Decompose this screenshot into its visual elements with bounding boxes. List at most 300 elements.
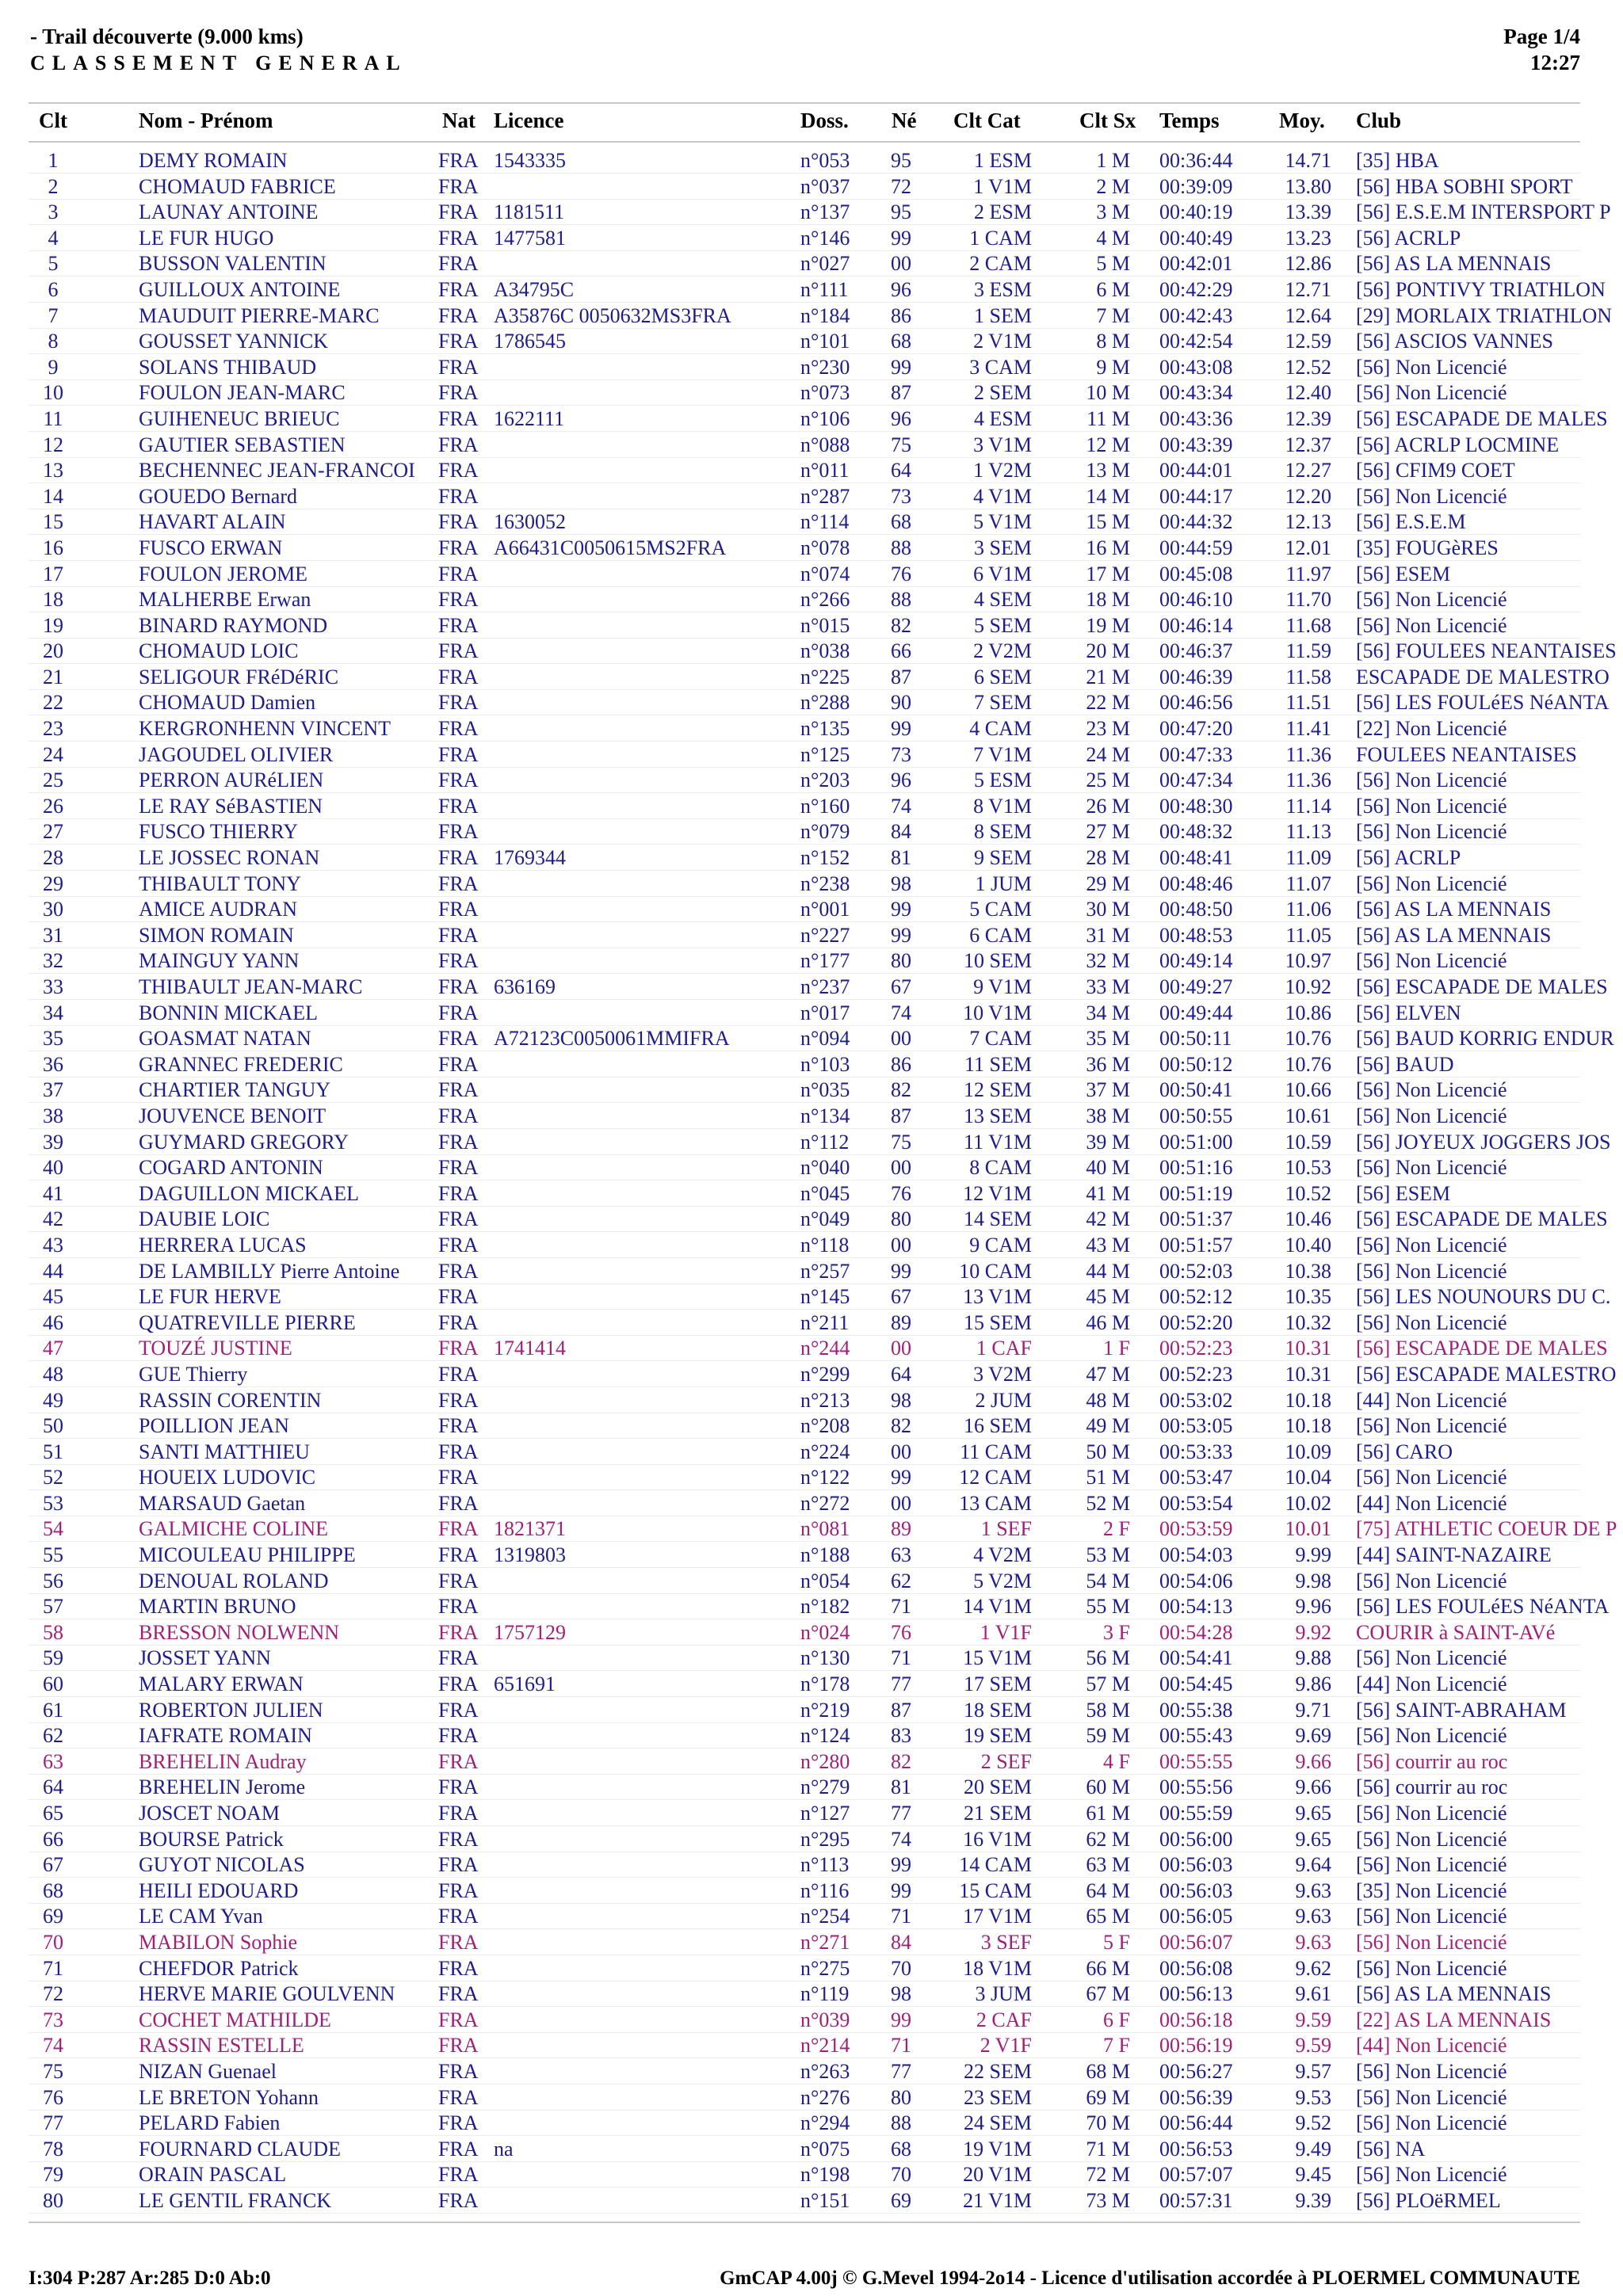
bib-cell: n°135 <box>800 717 850 741</box>
birth-year-cell: 90 <box>891 691 911 715</box>
sex-rank-cell: 20 M <box>1086 639 1130 663</box>
nat-cell: FRA <box>438 1078 479 1102</box>
table-row <box>0 587 1623 613</box>
birth-year-cell: 76 <box>891 562 911 585</box>
column-header-divider <box>29 141 1580 143</box>
licence-cell: 636169 <box>494 975 556 998</box>
licence-cell: 1543335 <box>494 149 566 172</box>
club-cell: [56] Non Licencié <box>1356 2111 1507 2135</box>
speed-cell: 9.69 <box>1295 1724 1331 1748</box>
category-rank-cell: 19 SEM <box>964 1724 1032 1748</box>
category-rank-cell: 4 ESM <box>974 406 1032 430</box>
time-cell: 00:51:37 <box>1159 1207 1233 1231</box>
category-rank-cell: 1 V1M <box>973 174 1032 198</box>
time-cell: 00:55:43 <box>1159 1724 1233 1748</box>
rank-cell: 49 <box>43 1388 63 1412</box>
table-row <box>0 871 1623 898</box>
table-row <box>0 1310 1623 1337</box>
rank-cell: 21 <box>43 665 63 688</box>
nat-cell: FRA <box>438 1878 479 1902</box>
nat-cell: FRA <box>438 2137 479 2161</box>
club-cell: [56] Non Licencié <box>1356 1233 1507 1257</box>
sex-rank-cell: 22 M <box>1086 691 1130 715</box>
bib-cell: n°151 <box>800 2188 850 2212</box>
name-cell: BREHELIN Audray <box>139 1749 307 1773</box>
table-row <box>0 819 1623 845</box>
speed-cell: 10.18 <box>1285 1414 1331 1438</box>
sex-rank-cell: 2 M <box>1096 174 1130 198</box>
page-number: Page 1/4 <box>1503 25 1580 48</box>
nat-cell: FRA <box>438 1027 479 1051</box>
name-cell: THIBAULT TONY <box>139 871 301 895</box>
birth-year-cell: 84 <box>891 820 911 844</box>
time-cell: 00:52:12 <box>1159 1285 1233 1309</box>
birth-year-cell: 74 <box>891 794 911 818</box>
club-cell: [56] Non Licencié <box>1356 1724 1507 1748</box>
category-rank-cell: 3 ESM <box>974 277 1032 301</box>
sex-rank-cell: 9 M <box>1096 355 1130 379</box>
table-row <box>0 1104 1623 1130</box>
birth-year-cell: 63 <box>891 1543 911 1567</box>
name-cell: SIMON ROMAIN <box>139 923 294 947</box>
category-rank-cell: 22 SEM <box>964 2059 1032 2083</box>
time-cell: 00:56:18 <box>1159 2008 1233 2031</box>
sex-rank-cell: 35 M <box>1086 1027 1130 1051</box>
sex-rank-cell: 1 F <box>1103 1337 1130 1360</box>
nat-cell: FRA <box>438 226 479 250</box>
licence-cell: 1477581 <box>494 226 566 250</box>
nat-cell: FRA <box>438 2008 479 2031</box>
bib-cell: n°227 <box>800 923 850 947</box>
birth-year-cell: 73 <box>891 484 911 508</box>
rank-cell: 14 <box>43 484 63 508</box>
nat-cell: FRA <box>438 769 479 792</box>
nat-cell: FRA <box>438 1233 479 1257</box>
time-cell: 00:56:00 <box>1159 1827 1233 1851</box>
birth-year-cell: 69 <box>891 2188 911 2212</box>
nat-cell: FRA <box>438 381 479 405</box>
rank-cell: 40 <box>43 1156 63 1180</box>
name-cell: CHOMAUD Damien <box>139 691 316 715</box>
table-row <box>0 1878 1623 1905</box>
time-cell: 00:55:38 <box>1159 1698 1233 1722</box>
sex-rank-cell: 54 M <box>1086 1569 1130 1592</box>
col-header-ne: Né <box>892 109 917 132</box>
birth-year-cell: 99 <box>891 1878 911 1902</box>
birth-year-cell: 67 <box>891 1285 911 1309</box>
rank-cell: 3 <box>48 200 59 224</box>
club-cell: [56] Non Licencié <box>1356 949 1507 973</box>
rank-cell: 34 <box>43 1001 63 1024</box>
speed-cell: 10.32 <box>1285 1310 1331 1334</box>
birth-year-cell: 80 <box>891 949 911 973</box>
club-cell: [56] Non Licencié <box>1356 355 1507 379</box>
table-row <box>0 613 1623 639</box>
rank-cell: 27 <box>43 820 63 844</box>
nat-cell: FRA <box>438 1930 479 1954</box>
club-cell: [56] E.S.E.M INTERSPORT P <box>1356 200 1611 224</box>
col-header-temps: Temps <box>1159 109 1220 132</box>
nat-cell: FRA <box>438 1491 479 1515</box>
category-rank-cell: 8 CAM <box>969 1156 1032 1180</box>
rank-cell: 62 <box>43 1724 63 1748</box>
category-rank-cell: 3 SEM <box>974 536 1032 559</box>
speed-cell: 9.99 <box>1295 1543 1331 1567</box>
birth-year-cell: 81 <box>891 846 911 870</box>
sex-rank-cell: 2 F <box>1103 1517 1130 1541</box>
category-rank-cell: 2 V1F <box>980 2034 1032 2058</box>
name-cell: GOUSSET YANNICK <box>139 330 329 353</box>
rank-cell: 71 <box>43 1956 63 1980</box>
table-row <box>0 355 1623 381</box>
category-rank-cell: 2 SEF <box>980 1749 1032 1773</box>
name-cell: LE RAY SéBASTIEN <box>139 794 323 818</box>
nat-cell: FRA <box>438 2059 479 2083</box>
sex-rank-cell: 26 M <box>1086 794 1130 818</box>
birth-year-cell: 86 <box>891 1052 911 1076</box>
bib-cell: n°188 <box>800 1543 850 1567</box>
table-row <box>0 1440 1623 1466</box>
bib-cell: n°015 <box>800 613 850 637</box>
table-row <box>0 148 1623 174</box>
club-cell: [56] Non Licencié <box>1356 1104 1507 1127</box>
nat-cell: FRA <box>438 1310 479 1334</box>
time-cell: 00:53:59 <box>1159 1517 1233 1541</box>
name-cell: PELARD Fabien <box>139 2111 281 2135</box>
club-cell: [56] Non Licencié <box>1356 613 1507 637</box>
bib-cell: n°088 <box>800 433 850 456</box>
table-row <box>0 665 1623 691</box>
nat-cell: FRA <box>438 1569 479 1592</box>
bib-cell: n°152 <box>800 846 850 870</box>
table-row <box>0 484 1623 510</box>
bib-cell: n°287 <box>800 484 850 508</box>
birth-year-cell: 64 <box>891 459 911 482</box>
licence-cell: 1319803 <box>494 1543 566 1567</box>
speed-cell: 12.27 <box>1285 459 1331 482</box>
rank-cell: 30 <box>43 898 63 921</box>
speed-cell: 12.71 <box>1285 277 1331 301</box>
name-cell: LE JOSSEC RONAN <box>139 846 320 870</box>
speed-cell: 10.52 <box>1285 1181 1331 1205</box>
bib-cell: n°040 <box>800 1156 850 1180</box>
birth-year-cell: 82 <box>891 1414 911 1438</box>
sex-rank-cell: 52 M <box>1086 1491 1130 1515</box>
footer-credit: GmCAP 4.00j © G.Mevel 1994-2o14 - Licence d'utilisation accordée à PLOERMEL COMMUNAUTE <box>720 2267 1580 2289</box>
time-cell: 00:50:11 <box>1159 1027 1232 1051</box>
category-rank-cell: 1 ESM <box>974 149 1032 172</box>
birth-year-cell: 00 <box>891 1440 911 1463</box>
rank-cell: 69 <box>43 1905 63 1928</box>
nat-cell: FRA <box>438 742 479 766</box>
bib-cell: n°275 <box>800 1956 850 1980</box>
name-cell: FUSCO ERWAN <box>139 536 283 559</box>
birth-year-cell: 77 <box>891 1672 911 1696</box>
time-cell: 00:54:06 <box>1159 1569 1233 1592</box>
table-row <box>0 1594 1623 1620</box>
nat-cell: FRA <box>438 2034 479 2058</box>
category-rank-cell: 9 SEM <box>974 846 1032 870</box>
table-row <box>0 1284 1623 1310</box>
speed-cell: 14.71 <box>1285 149 1331 172</box>
rank-cell: 60 <box>43 1672 63 1696</box>
bib-cell: n°101 <box>800 330 850 353</box>
category-rank-cell: 1 CAM <box>969 226 1032 250</box>
table-row <box>0 1465 1623 1491</box>
birth-year-cell: 75 <box>891 1130 911 1154</box>
time-cell: 00:56:03 <box>1159 1878 1233 1902</box>
sex-rank-cell: 8 M <box>1096 330 1130 353</box>
category-rank-cell: 7 SEM <box>974 691 1032 715</box>
name-cell: ORAIN PASCAL <box>139 2163 287 2187</box>
rank-cell: 25 <box>43 769 63 792</box>
speed-cell: 10.92 <box>1285 975 1331 998</box>
time-cell: 00:44:01 <box>1159 459 1233 482</box>
sex-rank-cell: 13 M <box>1086 459 1130 482</box>
name-cell: MABILON Sophie <box>139 1930 298 1954</box>
sex-rank-cell: 64 M <box>1086 1878 1130 1902</box>
time-cell: 00:55:56 <box>1159 1775 1233 1799</box>
name-cell: BINARD RAYMOND <box>139 613 328 637</box>
licence-cell: A34795C <box>494 277 575 301</box>
club-cell: [56] NA <box>1356 2137 1426 2161</box>
name-cell: RASSIN ESTELLE <box>139 2034 304 2058</box>
time-cell: 00:48:50 <box>1159 898 1233 921</box>
bib-cell: n°272 <box>800 1491 850 1515</box>
club-cell: [56] Non Licencié <box>1356 1646 1507 1670</box>
sex-rank-cell: 32 M <box>1086 949 1130 973</box>
nat-cell: FRA <box>438 1104 479 1127</box>
club-cell: [56] ACRLP <box>1356 846 1461 870</box>
name-cell: FOULON JEAN-MARC <box>139 381 346 405</box>
speed-cell: 10.09 <box>1285 1440 1331 1463</box>
speed-cell: 12.20 <box>1285 484 1331 508</box>
name-cell: HERRERA LUCAS <box>139 1233 307 1257</box>
sex-rank-cell: 46 M <box>1086 1310 1130 1334</box>
nat-cell: FRA <box>438 330 479 353</box>
sex-rank-cell: 19 M <box>1086 613 1130 637</box>
bib-cell: n°119 <box>800 1982 850 2006</box>
bib-cell: n°024 <box>800 1620 850 1644</box>
table-row <box>0 690 1623 716</box>
speed-cell: 9.88 <box>1295 1646 1331 1670</box>
table-row <box>0 433 1623 459</box>
nat-cell: FRA <box>438 1724 479 1748</box>
nat-cell: FRA <box>438 484 479 508</box>
birth-year-cell: 72 <box>891 174 911 198</box>
bib-cell: n°295 <box>800 1827 850 1851</box>
club-cell: [56] AS LA MENNAIS <box>1356 1982 1552 2006</box>
club-cell: COURIR à SAINT-AVé <box>1356 1620 1556 1644</box>
time-cell: 00:42:01 <box>1159 252 1233 276</box>
speed-cell: 9.59 <box>1295 2034 1331 2058</box>
time-cell: 00:51:19 <box>1159 1181 1233 1205</box>
rank-cell: 44 <box>43 1259 63 1283</box>
name-cell: DENOUAL ROLAND <box>139 1569 329 1592</box>
birth-year-cell: 88 <box>891 2111 911 2135</box>
category-rank-cell: 10 CAM <box>959 1259 1032 1283</box>
table-row <box>0 509 1623 536</box>
table-row <box>0 974 1623 1001</box>
time-cell: 00:56:05 <box>1159 1905 1233 1928</box>
time-cell: 00:50:12 <box>1159 1052 1233 1076</box>
category-rank-cell: 4 CAM <box>969 717 1032 741</box>
bib-cell: n°094 <box>800 1027 850 1051</box>
rank-cell: 9 <box>48 355 59 379</box>
table-row <box>0 1130 1623 1156</box>
birth-year-cell: 00 <box>891 1491 911 1515</box>
sex-rank-cell: 21 M <box>1086 665 1130 688</box>
speed-cell: 13.23 <box>1285 226 1331 250</box>
time-cell: 00:55:59 <box>1159 1802 1233 1825</box>
sex-rank-cell: 36 M <box>1086 1052 1130 1076</box>
time-cell: 00:50:55 <box>1159 1104 1233 1127</box>
licence-cell: 1622111 <box>494 406 565 430</box>
table-row <box>0 1001 1623 1027</box>
birth-year-cell: 95 <box>891 149 911 172</box>
category-rank-cell: 5 V2M <box>973 1569 1032 1592</box>
category-rank-cell: 20 V1M <box>963 2163 1032 2187</box>
nat-cell: FRA <box>438 1337 479 1360</box>
nat-cell: FRA <box>438 1517 479 1541</box>
birth-year-cell: 71 <box>891 1646 911 1670</box>
results-table <box>0 148 1623 2212</box>
sex-rank-cell: 38 M <box>1086 1104 1130 1127</box>
club-cell: [56] Non Licencié <box>1356 588 1507 612</box>
name-cell: GUYOT NICOLAS <box>139 1853 305 1877</box>
speed-cell: 9.63 <box>1295 1905 1331 1928</box>
time-cell: 00:56:27 <box>1159 2059 1233 2083</box>
sex-rank-cell: 57 M <box>1086 1672 1130 1696</box>
bib-cell: n°130 <box>800 1646 850 1670</box>
sex-rank-cell: 40 M <box>1086 1156 1130 1180</box>
sex-rank-cell: 51 M <box>1086 1466 1130 1489</box>
name-cell: IAFRATE ROMAIN <box>139 1724 312 1748</box>
table-row <box>0 639 1623 665</box>
time-cell: 00:43:36 <box>1159 406 1233 430</box>
sex-rank-cell: 24 M <box>1086 742 1130 766</box>
nat-cell: FRA <box>438 2188 479 2212</box>
sex-rank-cell: 27 M <box>1086 820 1130 844</box>
bib-cell: n°118 <box>800 1233 850 1257</box>
sex-rank-cell: 72 M <box>1086 2163 1130 2187</box>
nat-cell: FRA <box>438 846 479 870</box>
category-rank-cell: 2 SEM <box>974 381 1032 405</box>
bib-cell: n°146 <box>800 226 850 250</box>
club-cell: [56] ESCAPADE DE MALES <box>1356 975 1608 998</box>
speed-cell: 11.09 <box>1285 846 1331 870</box>
rank-cell: 67 <box>43 1853 63 1877</box>
table-row <box>0 226 1623 252</box>
nat-cell: FRA <box>438 871 479 895</box>
rank-cell: 45 <box>43 1285 63 1309</box>
table-row <box>0 1775 1623 1801</box>
time-cell: 00:47:34 <box>1159 769 1233 792</box>
rank-cell: 8 <box>48 330 59 353</box>
sex-rank-cell: 7 M <box>1096 303 1130 327</box>
rank-cell: 33 <box>43 975 63 998</box>
name-cell: JOUVENCE BENOIT <box>139 1104 327 1127</box>
birth-year-cell: 99 <box>891 1466 911 1489</box>
name-cell: BONNIN MICKAEL <box>139 1001 319 1024</box>
rank-cell: 36 <box>43 1052 63 1076</box>
bib-cell: n°177 <box>800 949 850 973</box>
table-row <box>0 1723 1623 1749</box>
time-cell: 00:46:56 <box>1159 691 1233 715</box>
bib-cell: n°213 <box>800 1388 850 1412</box>
club-cell: [44] SAINT-NAZAIRE <box>1356 1543 1552 1567</box>
club-cell: [56] ESCAPADE DE MALES <box>1356 1337 1608 1360</box>
bib-cell: n°074 <box>800 562 850 585</box>
category-rank-cell: 5 V1M <box>973 510 1032 534</box>
club-cell: [56] courrir au roc <box>1356 1775 1508 1799</box>
category-rank-cell: 3 CAM <box>969 355 1032 379</box>
speed-cell: 11.41 <box>1285 717 1331 741</box>
club-cell: [44] Non Licencié <box>1356 2034 1507 2058</box>
club-cell: [56] BAUD KORRIG ENDUR <box>1356 1027 1614 1051</box>
table-row <box>0 2033 1623 2059</box>
table-row <box>0 2137 1623 2163</box>
name-cell: CHOMAUD LOIC <box>139 639 299 663</box>
table-row <box>0 1388 1623 1414</box>
club-cell: [56] Non Licencié <box>1356 1414 1507 1438</box>
birth-year-cell: 77 <box>891 1802 911 1825</box>
name-cell: MAUDUIT PIERRE-MARC <box>139 303 380 327</box>
category-rank-cell: 15 SEM <box>964 1310 1032 1334</box>
bib-cell: n°114 <box>800 510 850 534</box>
category-rank-cell: 15 CAM <box>959 1878 1032 1902</box>
sex-rank-cell: 41 M <box>1086 1181 1130 1205</box>
nat-cell: FRA <box>438 1052 479 1076</box>
club-cell: [44] Non Licencié <box>1356 1672 1507 1696</box>
rank-cell: 42 <box>43 1207 63 1231</box>
time-cell: 00:44:17 <box>1159 484 1233 508</box>
nat-cell: FRA <box>438 898 479 921</box>
rank-cell: 18 <box>43 588 63 612</box>
bib-cell: n°125 <box>800 742 850 766</box>
birth-year-cell: 98 <box>891 871 911 895</box>
table-row <box>0 380 1623 406</box>
speed-cell: 10.76 <box>1285 1052 1331 1076</box>
bib-cell: n°225 <box>800 665 850 688</box>
time-cell: 00:49:27 <box>1159 975 1233 998</box>
time-cell: 00:44:32 <box>1159 510 1233 534</box>
name-cell: MICOULEAU PHILIPPE <box>139 1543 356 1567</box>
sex-rank-cell: 59 M <box>1086 1724 1130 1748</box>
sex-rank-cell: 28 M <box>1086 846 1130 870</box>
time-cell: 00:52:20 <box>1159 1310 1233 1334</box>
rank-cell: 12 <box>43 433 63 456</box>
nat-cell: FRA <box>438 536 479 559</box>
speed-cell: 9.64 <box>1295 1853 1331 1877</box>
footer-divider <box>29 2222 1580 2223</box>
time-cell: 00:39:09 <box>1159 174 1233 198</box>
category-rank-cell: 11 V1M <box>964 1130 1032 1154</box>
speed-cell: 9.39 <box>1295 2188 1331 2212</box>
club-cell: [56] LES FOULéES NéANTA <box>1356 691 1610 715</box>
time-cell: 00:46:10 <box>1159 588 1233 612</box>
category-rank-cell: 12 CAM <box>959 1466 1032 1489</box>
club-cell: [56] Non Licencié <box>1356 2085 1507 2109</box>
time-cell: 00:52:23 <box>1159 1362 1233 1386</box>
speed-cell: 11.68 <box>1285 613 1331 637</box>
club-cell: ESCAPADE DE MALESTRO <box>1356 665 1610 688</box>
bib-cell: n°037 <box>800 174 850 198</box>
category-rank-cell: 12 V1M <box>963 1181 1032 1205</box>
speed-cell: 9.61 <box>1295 1982 1331 2006</box>
speed-cell: 11.59 <box>1285 639 1331 663</box>
bib-cell: n°224 <box>800 1440 850 1463</box>
